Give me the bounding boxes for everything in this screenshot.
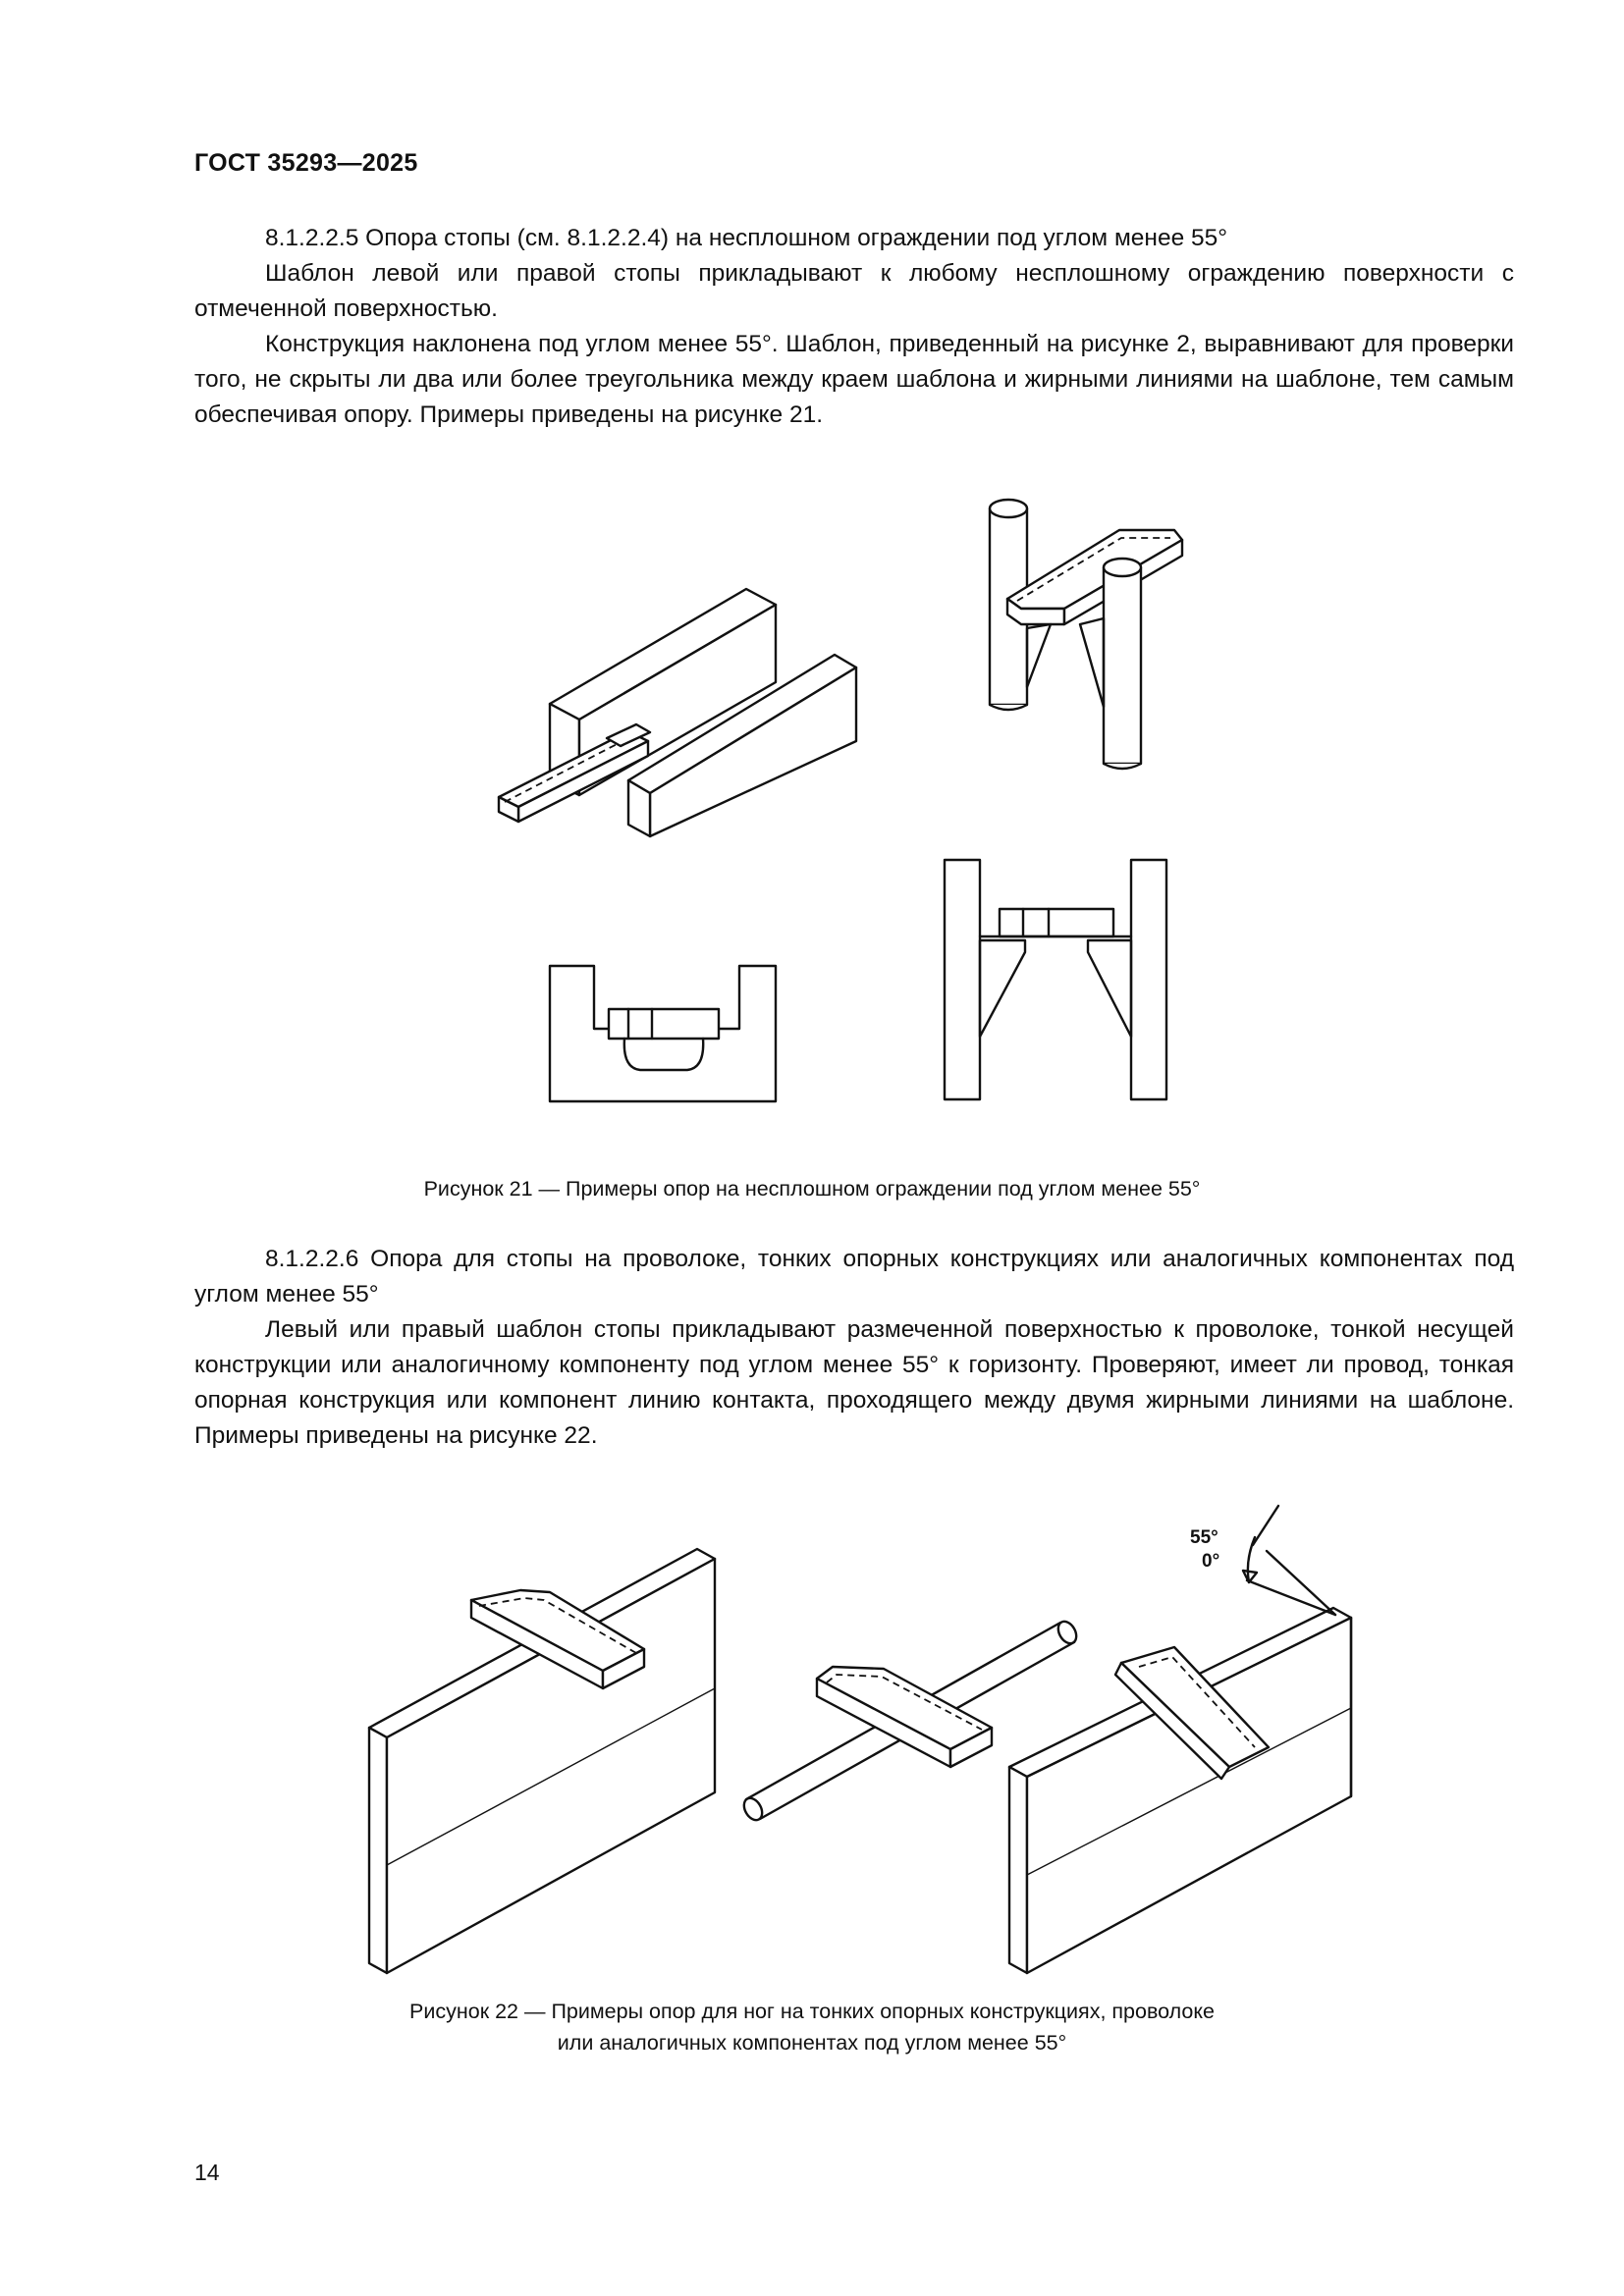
fig22-plate-with-template	[369, 1549, 715, 1973]
document-header: ГОСТ 35293—2025	[194, 149, 418, 177]
section-8-1-2-2-5-heading: 8.1.2.2.5 Опора стопы (см. 8.1.2.2.4) на несплошном ограждении под углом менее 55°	[265, 225, 1228, 251]
section-8-1-2-2-6-paragraph-1: Левый или правый шаблон стопы прикладывают размеченной поверхностью к проволоке, тонкой несущей конструкции или аналогичному компоненту под углом менее 55° к горизонту. Проверяют, имеет ли провод, тонкая опорная конструкция или компонент линию контакта, проходящего между двумя жирными линиями на шаблоне. Примеры приведены на рисунке 22.	[194, 1316, 1514, 1449]
fig21-channel-isometric	[499, 589, 856, 836]
figure-22-drawing	[0, 1492, 1624, 1983]
angle-label-0: 0°	[1202, 1551, 1220, 1572]
section-8-1-2-2-5-paragraph-2: Конструкция наклонена под углом менее 55°. Шаблон, приведенный на рисунке 2, выравнивают для проверки того, не скрыты ли два или более треугольника между краем шаблона и жирными линиями на шаблоне, тем самым обеспечивая опору. Примеры приведены на рисунке 21.	[194, 331, 1514, 428]
figure-22-caption-line-2: или аналогичных компонентах под углом менее 55°	[557, 2031, 1067, 2055]
section-8-1-2-2-6-heading: 8.1.2.2.6 Опора для стопы на проволоке, тонких опорных конструкциях или аналогичных компонентах под углом менее 55°	[194, 1246, 1514, 1308]
fig21-posts-isometric	[990, 500, 1182, 769]
figure-21-caption: Рисунок 21 — Примеры опор на несплошном ограждении под углом менее 55°	[423, 1177, 1201, 1201]
section-8-1-2-2-5-paragraph-1: Шаблон левой или правой стопы прикладывают к любому несплошному ограждению поверхности с отмеченной поверхностью.	[194, 260, 1514, 322]
page-number: 14	[194, 2160, 220, 2185]
fig21-posts-front-view	[945, 860, 1166, 1099]
figure-22-caption-line-1: Рисунок 22 — Примеры опор для ног на тонких опорных конструкциях, проволоке	[409, 2000, 1215, 2023]
figure-21-drawing	[0, 471, 1624, 1119]
fig21-channel-front-view	[550, 966, 776, 1101]
angle-label-55: 55°	[1190, 1527, 1218, 1548]
fig22-edge-with-template	[1009, 1506, 1351, 1973]
